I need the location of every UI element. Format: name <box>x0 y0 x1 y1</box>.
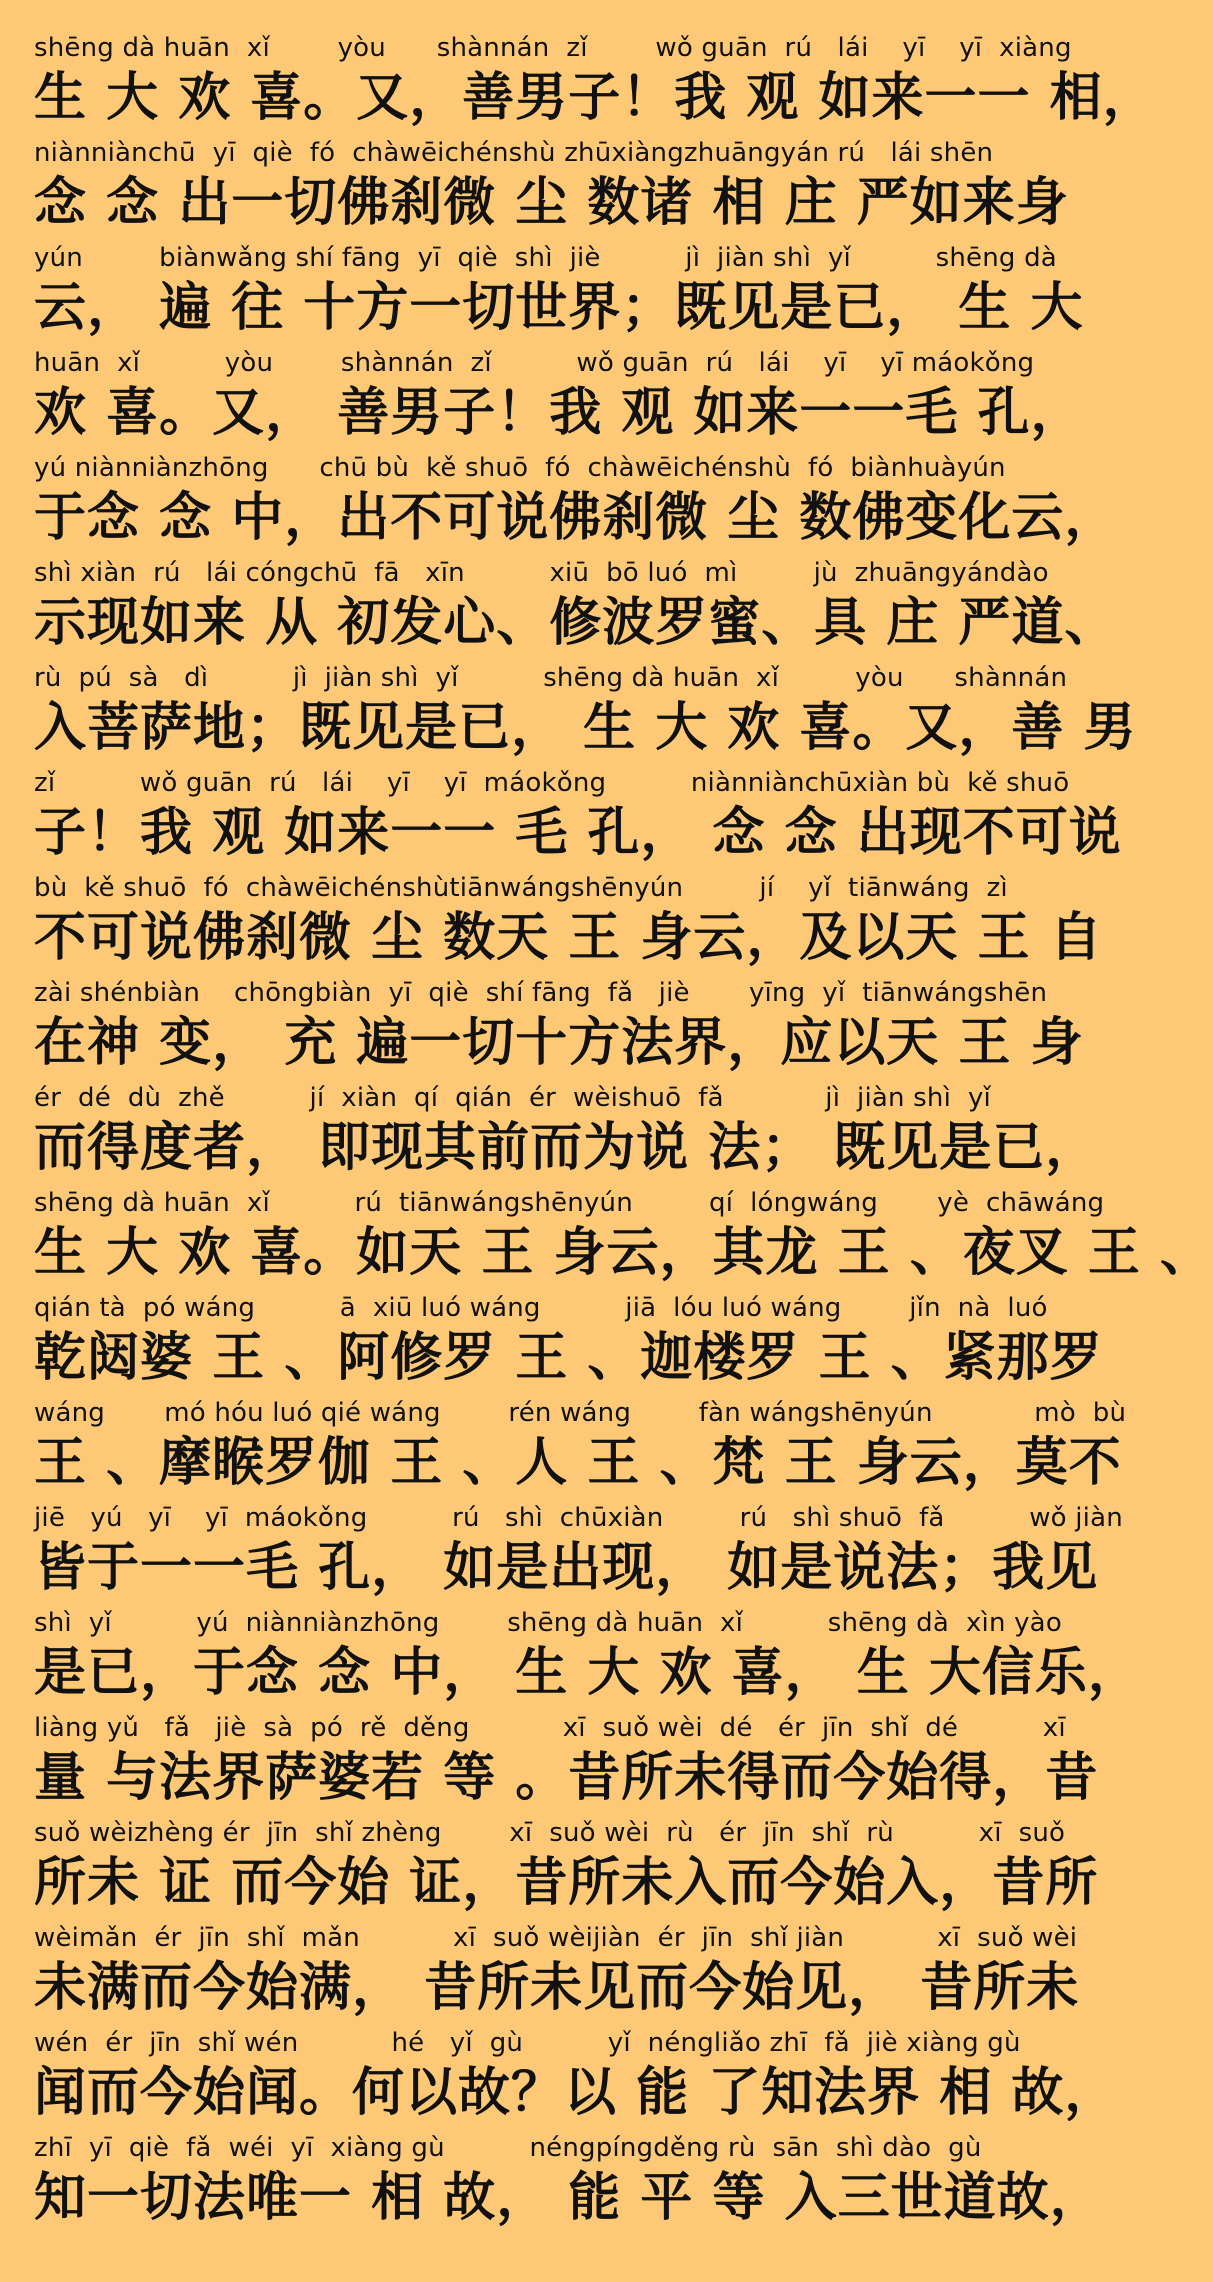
hanzi-row: 云， 遍 往 十方一切世界；既见是已， 生 大 <box>34 278 1084 338</box>
hanzi-row: 念 念 出一切佛刹微 尘 数诸 相 庄 严如来身 <box>34 173 1069 233</box>
text-line <box>34 1395 1127 1500</box>
pinyin-row: shēng dà huān xǐ yòu shànnán zǐ wǒ guān rú lái yī yī xiàng <box>34 33 1072 63</box>
pinyin-row: huān xǐ yòu shànnán zǐ wǒ guān rú lái yī yī máokǒng <box>34 348 1035 378</box>
text-line <box>34 1500 1123 1605</box>
hanzi-row: 在神 变， 充 遍一切十方法界，应以天 王 身 <box>34 1013 1084 1073</box>
pinyin-row: yún biànwǎng shí fāng yī qiè shì jiè jì jiàn shì yǐ shēng dà <box>34 243 1057 273</box>
hanzi-row: 子！我 观 如来一一 毛 孔， 念 念 出现不可说 <box>34 803 1122 863</box>
hanzi-row: 生 大 欢 喜。如天 王 身云，其龙 王 、夜叉 王 、 <box>34 1223 1213 1283</box>
text-line <box>34 1290 1103 1395</box>
hanzi-row: 入菩萨地；既见是已， 生 大 欢 喜。又，善 男 <box>34 698 1137 758</box>
text-line <box>34 1815 1099 1920</box>
text-line <box>34 450 1118 555</box>
text-line <box>34 2130 1103 2235</box>
text-line <box>34 240 1084 345</box>
hanzi-row: 所未 证 而今始 证，昔所未入而今始入，昔所 <box>34 1853 1099 1913</box>
text-line <box>34 1920 1080 2025</box>
text-line <box>34 870 1103 975</box>
pinyin-row: zhī yī qiè fǎ wéi yī xiàng gù néngpíngděng rù sān shì dào gù <box>34 2133 982 2163</box>
hanzi-row: 欢 喜。又， 善男子！我 观 如来一一毛 孔， <box>34 383 1084 443</box>
pinyin-row: zǐ wǒ guān rú lái yī yī máokǒng niànniànchūxiàn bù kě shuō <box>34 768 1070 798</box>
pinyin-row: bù kě shuō fó chàwēichénshùtiānwángshēnyún jí yǐ tiānwáng zì <box>34 873 1008 903</box>
pinyin-row: zài shénbiàn chōngbiàn yī qiè shí fāng fǎ jiè yīng yǐ tiānwángshēn <box>34 978 1048 1008</box>
text-line <box>34 660 1137 765</box>
text-line <box>34 2025 1118 2130</box>
pinyin-row: wáng mó hóu luó qié wáng rén wáng fàn wángshēnyún mò bù <box>34 1398 1127 1428</box>
text-line <box>34 30 1156 135</box>
pinyin-row: jiē yú yī yī máokǒng rú shì chūxiàn rú shì shuō fǎ wǒ jiàn <box>34 1503 1123 1533</box>
hanzi-row: 乾闼婆 王 、阿修罗 王 、迦楼罗 王 、紧那罗 <box>34 1328 1103 1388</box>
hanzi-row: 量 与法界萨婆若 等 。昔所未得而今始得，昔 <box>34 1748 1099 1808</box>
pinyin-row: wèimǎn ér jīn shǐ mǎn xī suǒ wèijiàn ér jīn shǐ jiàn xī suǒ wèi <box>34 1923 1078 1953</box>
pinyin-row: wén ér jīn shǐ wén hé yǐ gù yǐ néngliǎo zhī fǎ jiè xiàng gù <box>34 2028 1021 2058</box>
hanzi-row: 是已，于念 念 中， 生 大 欢 喜， 生 大信乐， <box>34 1643 1141 1703</box>
pinyin-row: suǒ wèizhèng ér jīn shǐ zhèng xī suǒ wèi rù ér jīn shǐ rù xī suǒ <box>34 1818 1066 1848</box>
hanzi-row: 知一切法唯一 相 故， 能 平 等 入三世道故， <box>34 2168 1103 2228</box>
pinyin-row: rù pú sà dì jì jiàn shì yǐ shēng dà huān xǐ yòu shànnán <box>34 663 1068 693</box>
text-line <box>34 975 1084 1080</box>
pinyin-row: shì xiàn rú lái cóngchū fā xīn xiū bō luó mì jù zhuāngyándào <box>34 558 1049 588</box>
text-line <box>34 1605 1141 1710</box>
text-line <box>34 1080 1099 1185</box>
hanzi-row: 未满而今始满， 昔所未见而今始见， 昔所未 <box>34 1958 1080 2018</box>
hanzi-row: 示现如来 从 初发心、修波罗蜜、具 庄 严道、 <box>34 593 1118 653</box>
pinyin-row: ér dé dù zhě jí xiàn qí qián ér wèishuō fǎ jì jiàn shì yǐ <box>34 1083 991 1113</box>
hanzi-row: 王 、摩睺罗伽 王 、人 王 、梵 王 身云，莫不 <box>34 1433 1122 1493</box>
pinyin-row: niànniànchū yī qiè fó chàwēichénshù zhūxiàngzhuāngyán rú lái shēn <box>34 138 994 168</box>
hanzi-row: 皆于一一毛 孔， 如是出现， 如是说法；我见 <box>34 1538 1099 1598</box>
hanzi-row: 不可说佛刹微 尘 数天 王 身云，及以天 王 自 <box>34 908 1103 968</box>
hanzi-row: 于念 念 中，出不可说佛刹微 尘 数佛变化云， <box>34 488 1118 548</box>
pinyin-row: shì yǐ yú niànniànzhōng shēng dà huān xǐ shēng dà xìn yào <box>34 1608 1062 1638</box>
text-line <box>34 135 1069 240</box>
hanzi-row: 生 大 欢 喜。又，善男子！我 观 如来一一 相， <box>34 68 1156 128</box>
text-line <box>34 555 1118 660</box>
hanzi-row: 而得度者， 即现其前而为说 法； 既见是已， <box>34 1118 1099 1178</box>
pinyin-row: qián tà pó wáng ā xiū luó wáng jiā lóu luó wáng jǐn nà luó <box>34 1293 1048 1323</box>
pinyin-row: shēng dà huān xǐ rú tiānwángshēnyún qí lóngwáng yè chāwáng <box>34 1188 1105 1218</box>
pinyin-row: liàng yǔ fǎ jiè sà pó rě děng xī suǒ wèi dé ér jīn shǐ dé xī <box>34 1713 1066 1743</box>
text-line <box>34 1710 1099 1815</box>
text-line <box>34 345 1084 450</box>
pinyin-row: yú niànniànzhōng chū bù kě shuō fó chàwēichénshù fó biànhuàyún <box>34 453 1006 483</box>
text-line <box>34 765 1122 870</box>
text-line <box>34 1185 1213 1290</box>
hanzi-row: 闻而今始闻。何以故？以 能 了知法界 相 故， <box>34 2063 1118 2123</box>
